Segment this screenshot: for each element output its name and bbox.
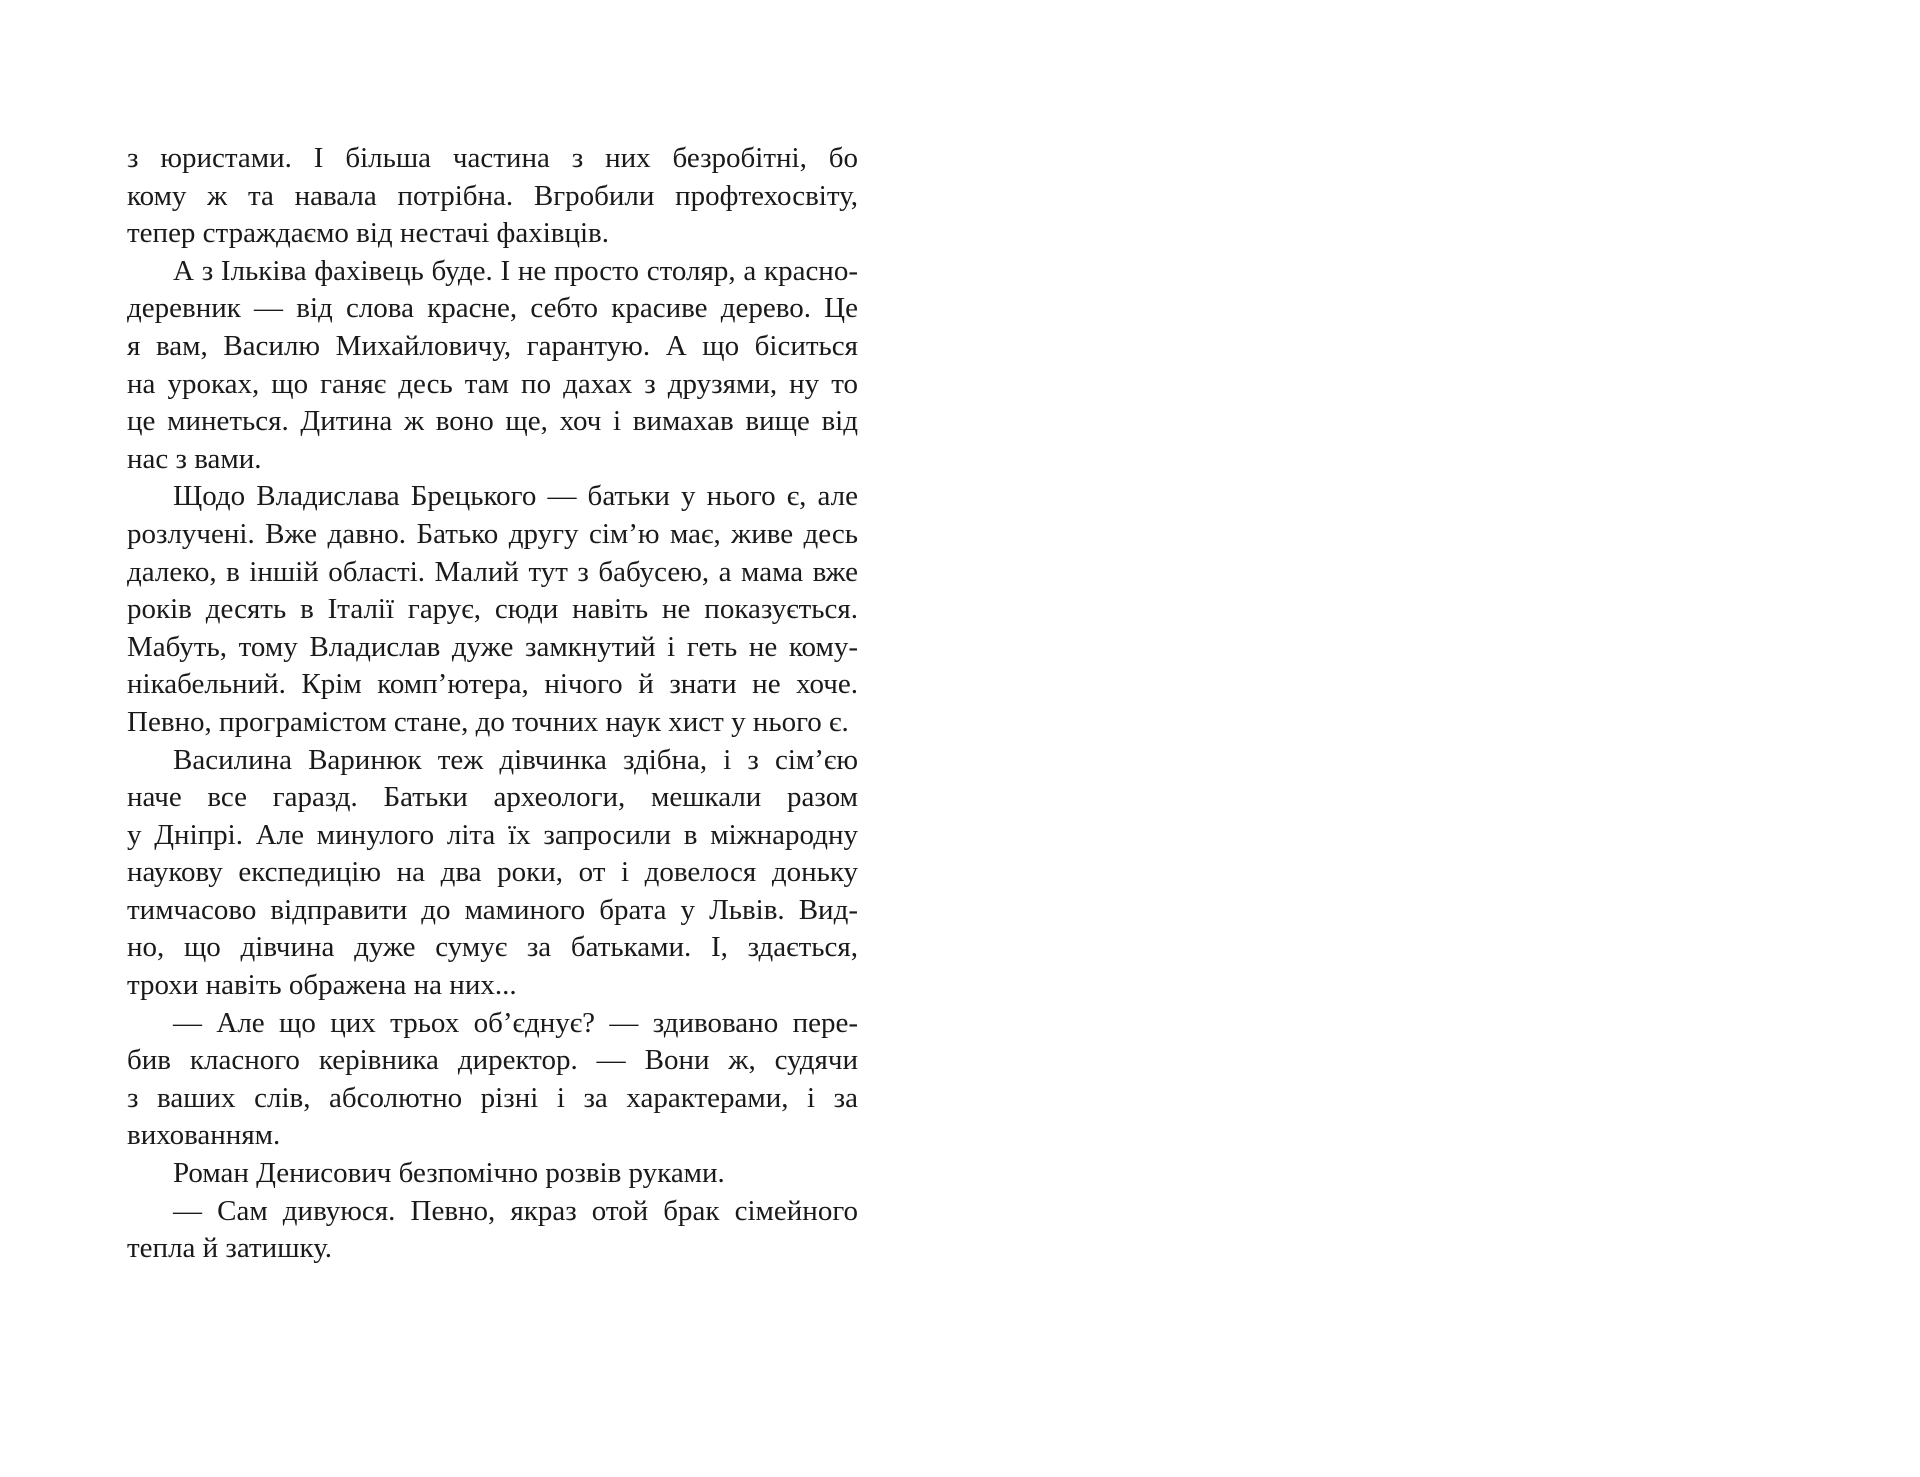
text-line: тепер страждаємо від нестачі фахівців. [127, 217, 609, 250]
text-line: — Але що цих трьох об’єднує? — здивовано пере- [173, 1006, 858, 1039]
text-line: бив класного керівника директор. — Вони ж, судячи [127, 1044, 858, 1077]
text-line: далеко, в іншій області. Малий тут з бабусею, а мама вже [127, 555, 858, 588]
text-line: з ваших слів, абсолютно різні і за характерами, і за [127, 1081, 858, 1114]
text-line: но, що дівчина дуже сумує за батьками. І, здається, [127, 931, 858, 964]
text-line: наукову експедицію на два роки, от і довелося доньку [127, 856, 858, 889]
text-line: у Дніпрі. Але минулого літа їх запросили в міжнародну [127, 818, 858, 851]
text-line: Василина Варинюк теж дівчинка здібна, і з сім’єю [173, 743, 858, 776]
text-line: — Сам дивуюся. Певно, якраз отой брак сімейного [173, 1194, 858, 1227]
text-line: років десять в Італії гарує, сюди навіть не показується. [127, 593, 858, 626]
text-line: деревник — від слова красне, себто красиве дерево. Це [127, 292, 858, 325]
text-line: Певно, програмістом стане, до точних наук хист у нього є. [127, 705, 849, 738]
text-line: Щодо Владислава Брецького — батьки у нього є, але [173, 480, 858, 513]
text-line: А з Ільківа фахівець буде. І не просто столяр, а красно- [173, 254, 858, 287]
text-line: з юристами. І більша частина з них безробітні, бо [127, 142, 858, 174]
text-line: Мабуть, тому Владислав дуже замкнутий і геть не кому- [127, 630, 858, 663]
text-line: розлучені. Вже давно. Батько другу сім’ю має, живе десь [127, 517, 858, 550]
text-line: Роман Денисович безпомічно розвів руками. [173, 1157, 725, 1190]
text-line: це минеться. Дитина ж воно ще, хоч і вимахав вище від [127, 405, 858, 438]
text-line: я вам, Василю Михайловичу, гарантую. А що біситься [127, 329, 858, 362]
text-line: тепла й затишку. [127, 1232, 333, 1265]
text-line: тимчасово відправити до маминого брата у Львів. Вид- [127, 893, 858, 926]
text-line: наче все гаразд. Батьки археологи, мешкали разом [127, 781, 858, 814]
text-line: на уроках, що ганяє десь там по дахах з друзями, ну то [127, 367, 858, 400]
text-line: нікабельний. Крім комп’ютера, нічого й знати не хоче. [127, 668, 858, 701]
text-line: трохи навіть ображена на них... [127, 969, 517, 1002]
body-text [127, 140, 858, 1268]
text-line: кому ж та навала потрібна. Вгробили профтехосвіту, [127, 179, 858, 212]
text-line: нас з вами. [127, 442, 262, 475]
text-line: вихованням. [127, 1119, 281, 1152]
